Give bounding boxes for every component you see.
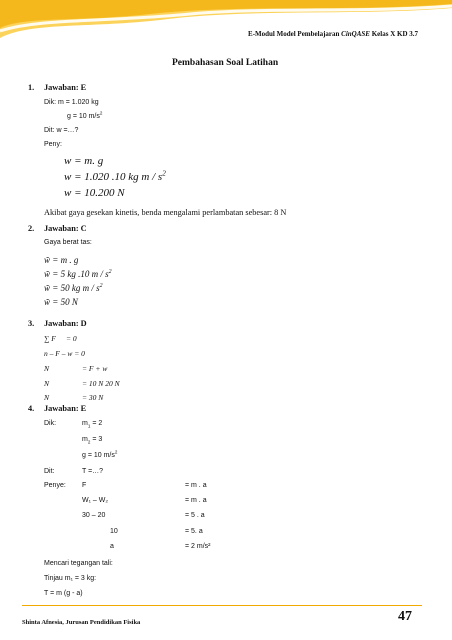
q3-line1: ∑ F = 0 <box>44 334 77 343</box>
q1-number: 1. <box>28 83 35 92</box>
q1-eq1: w = m. g <box>64 155 104 167</box>
q4-mencari: Mencari tegangan tali: <box>44 560 113 567</box>
q3-line4: N = 10 N 20 N <box>44 379 120 388</box>
q2-heading: Jawaban: C <box>44 224 87 233</box>
section-title: Pembahasan Soal Latihan <box>172 58 279 68</box>
q1-conclusion: Akibat gaya gesekan kinetis, benda mengalami perlambatan sebesar: 8 N <box>44 208 287 217</box>
q4-row-4-right: = 5. a <box>185 528 203 535</box>
q1-dit: Dit: w =…? <box>44 127 79 134</box>
q4-row-2-left: W₁ – W₂ <box>82 497 109 504</box>
q3-line2: n – F – w = 0 <box>44 349 85 358</box>
q4-tinjau: Tinjau m₁ = 3 kg: <box>44 575 97 582</box>
footer-rule <box>22 605 422 606</box>
q3-heading: Jawaban: D <box>44 319 87 328</box>
q4-row-1-right: = m . a <box>185 482 207 489</box>
q4-m2: $m_2 = 3$ <box>82 436 103 445</box>
q3-line3: N = F + w <box>44 364 108 373</box>
q4-dit-value: T =…? <box>82 468 104 475</box>
footer-author: Shinta Afnesia, Jurusan Pendidikan Fisika <box>22 619 141 626</box>
q4-t-formula: T = m (g - a) <box>44 590 83 597</box>
q4-row-3-left: 30 – 20 <box>82 512 106 519</box>
q4-peny-label: Penye: <box>44 482 66 489</box>
q2-eq2: w̃ = 5 kg .10 m / $s^2$ <box>44 269 112 279</box>
q1-dik-g: g = 10 $m/s^2$ <box>67 110 103 120</box>
q2-eq1: w̃ = m . g <box>44 255 79 265</box>
q3-line5: N = 30 N <box>44 393 104 402</box>
q2-number: 2. <box>28 224 35 233</box>
header-title-prefix: E-Modul Model Pembelajaran <box>248 30 342 38</box>
q1-dik: Dik: m = 1.020 kg <box>44 99 99 106</box>
q3-number: 3. <box>28 319 35 328</box>
q4-row-5-left: a <box>110 543 114 550</box>
q4-row-2-right: = m . a <box>185 497 207 504</box>
q1-eq2: w = 1.020 .10 kg m / $s^2$ <box>64 169 166 183</box>
q2-intro: Gaya berat tas: <box>44 239 92 246</box>
q4-row-3-right: = 5 . a <box>185 512 205 519</box>
q4-heading: Jawaban: E <box>44 404 87 413</box>
q4-dik-label: Dik: <box>44 420 57 427</box>
q2-eq3: w̃ = 50 kg m / $s^2$ <box>44 283 103 293</box>
q2-eq4: w̃ = 50 N <box>44 297 78 307</box>
q1-heading: Jawaban: E <box>44 83 87 92</box>
header-title-suffix: Kelas X KD 3.7 <box>369 30 418 38</box>
q4-g: g = 10 $m/s^2$ <box>82 449 118 459</box>
q4-m1: $m_1 = 2$ <box>82 420 103 429</box>
q4-row-1-left: F <box>82 482 87 489</box>
header-title-em: CinQASE <box>341 30 370 38</box>
q4-number: 4. <box>28 404 35 413</box>
page-number: 47 <box>398 609 412 624</box>
q4-row-4-left: 10 <box>110 528 118 535</box>
q1-eq3: w = 10.200 N <box>64 187 125 199</box>
module-header <box>248 30 418 38</box>
q4-row-5-right: = 2 m/s² <box>185 543 211 550</box>
q1-peny: Peny: <box>44 141 62 148</box>
q4-dit-label: Dit: <box>44 468 55 475</box>
